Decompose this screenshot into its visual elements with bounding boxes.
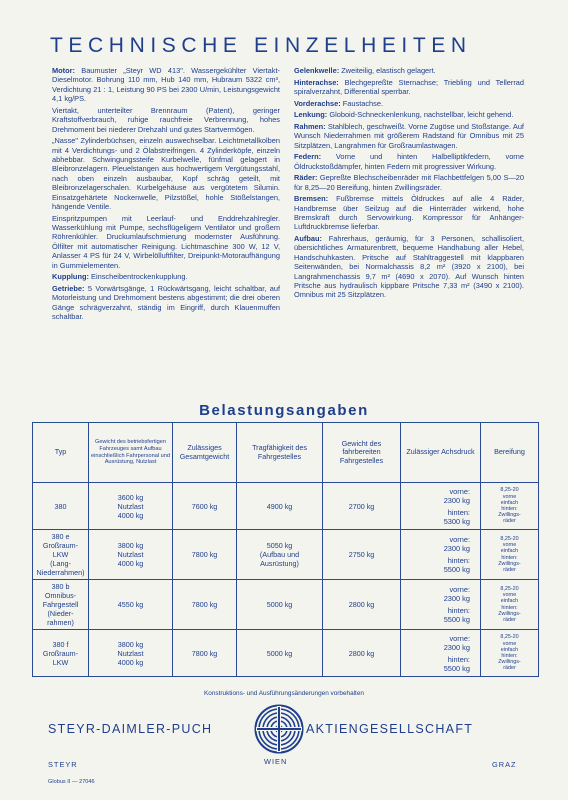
spec-text: Gepreßte Blechscheibenräder mit Flachbettfelgen 5,00 S—20 für 8,25—20 Bereifung, hinten Zwillingsräder. bbox=[294, 173, 524, 192]
spec-paragraph bbox=[294, 234, 524, 300]
spec-paragraph bbox=[52, 272, 280, 281]
spec-paragraph bbox=[52, 66, 280, 104]
steyr-logo-icon bbox=[254, 704, 304, 754]
spec-paragraph bbox=[294, 78, 524, 97]
spec-paragraph bbox=[294, 66, 524, 75]
table-row bbox=[33, 530, 539, 580]
spec-paragraph bbox=[52, 214, 280, 270]
spec-paragraph bbox=[294, 110, 524, 119]
table-row bbox=[33, 483, 539, 530]
header-chassis-weight: Gewicht des fahrbereiten Fahrgestelles bbox=[323, 423, 401, 483]
cell-capacity: 4900 kg bbox=[237, 483, 323, 530]
axle-rear: hinten: 5500 kg bbox=[443, 556, 470, 574]
load-section-title: Belastungsangaben bbox=[199, 402, 369, 419]
cell-capacity: 5000 kg bbox=[237, 580, 323, 630]
cell-weight: 3800 kg Nutzlast 4000 kg bbox=[89, 630, 173, 677]
cell-total-weight: 7800 kg bbox=[173, 630, 237, 677]
city-steyr: STEYR bbox=[48, 760, 78, 769]
axle-front: vorne: 2300 kg bbox=[443, 486, 470, 505]
cell-axle-load bbox=[401, 483, 481, 530]
cell-capacity: 5050 kg (Aufbau und Ausrüstung) bbox=[237, 530, 323, 580]
spec-paragraph bbox=[294, 99, 524, 108]
spec-label: Bremsen: bbox=[294, 194, 329, 204]
spec-text: Vorne und hinten Halbelliptikfedern, vorne Öldruckstoßdämpfer, hinten Federn mit progressiver Wirkung. bbox=[294, 152, 524, 171]
spec-text: Viertakt, unterteilter Brennraum (Patent), geringer Kraftstoffverbrauch, ruhige rauchfreie Verbrennung, hohes Drehmoment bei niederer Drehzahl und gutes Startvermögen. bbox=[52, 105, 280, 134]
header-weight: Gewicht des betriebsfertigen Fahrzeuges samt Aufbau einschließlich Fahrpersonal und Ausrüstung, Nutzlast bbox=[89, 423, 173, 483]
cell-chassis-weight: 2800 kg bbox=[323, 630, 401, 677]
spec-label: Lenkung: bbox=[294, 110, 328, 120]
axle-front: vorne: 2300 kg bbox=[443, 535, 470, 553]
spec-paragraph bbox=[52, 106, 280, 134]
city-wien: WIEN bbox=[264, 757, 288, 766]
spec-text: 5 Vorwärtsgänge, 1 Rückwärtsgang, leicht schaltbar, auf Motorleistung und Drehmoment bestens abgestimmt; die drei oberen Gänge schrägverzahnt, ständig im Eingriff, durch Klauenmuffen schaltbar. bbox=[52, 283, 280, 322]
spec-label: Vorderachse: bbox=[294, 98, 341, 108]
spec-paragraph bbox=[294, 173, 524, 192]
company-name-left: STEYR-DAIMLER-PUCH bbox=[48, 722, 213, 736]
spec-text: „Nasse" Zylinderbüchsen, einzeln auswechselbar. Leichtmetallkolben mit 4 Verdichtungs- und 2 Ölabstreifringen. 4 Zylinderköpfe, einzeln abhebbar. Schwingungssteife Kurbelwelle, fünfmal gelagert in Bleibronzelagern. Pleuelstangen aus hochwertigem Vergütungsstahl, nach oben einzeln ausbaubar, Kopf schräg geteilt, mit Bleibronzelagerschalen. Kurbelgehäuse aus vergütetem Silumin. Einsatzgehärtete Nockenwelle, Pilzstößel, hohle Stößelstangen, hängende Ventile. bbox=[52, 136, 280, 212]
spec-text: Fahrerhaus, geräumig, für 3 Personen, schallisoliert, übersichtliches Armaturenbrett, bequeme Handhabung aller Hebel, Handschuhkasten. Pritsche auf Stahltraggestell mit klappbaren Seitenwänden, bei Normalchassis 8,2 m² (3920 x 2100), bei Langrahmenchassis 9,7 m² (4690 x 2070). Auf Wunsch hinten Pritsche aus hydraulisch kippbare Pritsche 7,33 m² (3490 x 2100). Omnibus mit 25 Sitzplätzen. bbox=[294, 234, 524, 300]
table-header-row bbox=[33, 423, 539, 483]
axle-rear: hinten: 5500 kg bbox=[443, 606, 470, 624]
spec-label: Rahmen: bbox=[294, 121, 326, 131]
spec-paragraph bbox=[294, 152, 524, 171]
cell-tyres: 8,25-20 vorne einfach hinten: Zwillings- räder bbox=[481, 630, 539, 677]
spec-text: Stahlblech, geschweißt. Vorne Zugöse und Stoßstange. Auf Wunsch Niederrahmen mit größerem Radstand für Omnibus mit 25 Sitzplätzen, Langrahmen für Großraumlastwagen. bbox=[294, 121, 524, 150]
cell-chassis-weight: 2800 kg bbox=[323, 580, 401, 630]
city-graz: GRAZ bbox=[492, 760, 517, 769]
spec-text: Globoid-Schneckenlenkung, nachstellbar, leicht gehend. bbox=[329, 110, 514, 120]
spec-column-left bbox=[52, 66, 280, 324]
cell-weight: 3600 kg Nutzlast 4000 kg bbox=[89, 483, 173, 530]
cell-total-weight: 7800 kg bbox=[173, 530, 237, 580]
cell-weight: 4550 kg bbox=[89, 580, 173, 630]
table-row bbox=[33, 630, 539, 677]
spec-text: Fußbremse mittels Öldruckes auf alle 4 Räder, Handbremse über Seilzug auf die Hinterräder wirkend, hohe Bremskraft durch Servowirkung. Kompressor für Anhänger-Luftdruckbremse lieferbar. bbox=[294, 194, 524, 232]
print-reference: Globus II — 27046 bbox=[48, 779, 95, 785]
cell-tyres: 8,25-20 vorne einfach hinten: Zwillings- räder bbox=[481, 530, 539, 580]
spec-text: Einscheibentrockenkupplung. bbox=[91, 272, 188, 282]
spec-label: Kupplung: bbox=[52, 272, 89, 282]
disclaimer-note: Konstruktions- und Ausführungsänderungen vorbehalten bbox=[204, 690, 364, 697]
spec-column-right bbox=[294, 66, 524, 302]
spec-text: Einspritzpumpen mit Leerlauf- und Enddrehzahlregler. Wasserkühlung mit Pumpe, sechsflügeligem Ventilator und großem Röhrenkühler. Druckumlaufschmierung modernster Ausführung. Ölfilter mit automatischer Reinigung. Lichtmaschine 300 W, 12 V, Anlasser 4 PS für 24 V, Wirbelölluftfilter, Dreipunkt-Motoraufhängung in Gummielementen. bbox=[52, 213, 280, 270]
spec-text: Faustachse. bbox=[342, 98, 384, 108]
cell-tyres: 8,25-20 vorne einfach hinten: Zwillings- räder bbox=[481, 483, 539, 530]
cell-weight: 3800 kg Nutzlast 4000 kg bbox=[89, 530, 173, 580]
company-name-right: AKTIENGESELLSCHAFT bbox=[306, 722, 474, 736]
spec-label: Motor: bbox=[52, 66, 75, 75]
spec-label: Aufbau: bbox=[294, 234, 322, 243]
cell-typ: 380 f Großraum- LKW bbox=[33, 630, 89, 677]
spec-label: Räder: bbox=[294, 173, 318, 183]
cell-capacity: 5000 kg bbox=[237, 630, 323, 677]
spec-label: Federn: bbox=[294, 152, 322, 162]
header-capacity: Tragfähigkeit des Fahrgestelles bbox=[237, 423, 323, 483]
cell-total-weight: 7600 kg bbox=[173, 483, 237, 530]
page-title: TECHNISCHE EINZELHEITEN bbox=[50, 34, 472, 57]
cell-axle-load bbox=[401, 580, 481, 630]
spec-label: Getriebe: bbox=[52, 283, 85, 293]
spec-text: Blechgepreßte Sternachse; Triebling und Tellerrad spiralverzahnt, Differential sperrbar. bbox=[294, 77, 524, 96]
cell-typ: 380 b Omnibus- Fahrgestell (Nieder- rahmen) bbox=[33, 580, 89, 630]
header-tyres: Bereifung bbox=[481, 423, 539, 483]
header-total-weight: Zulässiges Gesamtgewicht bbox=[173, 423, 237, 483]
load-table bbox=[32, 422, 539, 677]
spec-label: Gelenkwelle: bbox=[294, 66, 340, 75]
cell-axle-load bbox=[401, 530, 481, 580]
cell-axle-load bbox=[401, 630, 481, 677]
spec-paragraph bbox=[52, 136, 280, 211]
header-axle-load: Zulässiger Achsdruck bbox=[401, 423, 481, 483]
cell-total-weight: 7800 kg bbox=[173, 580, 237, 630]
table-row bbox=[33, 580, 539, 630]
spec-paragraph bbox=[52, 284, 280, 322]
header-typ: Typ bbox=[33, 423, 89, 483]
spec-label: Hinterachse: bbox=[294, 77, 339, 87]
axle-rear: hinten: 5300 kg bbox=[443, 507, 470, 526]
spec-paragraph bbox=[294, 122, 524, 150]
cell-tyres: 8,25-20 vorne einfach hinten: Zwillings- räder bbox=[481, 580, 539, 630]
spec-text: Baumuster „Steyr WD 413". Wassergekühlter Viertakt-Dieselmotor. Bohrung 110 mm, Hub 140 mm, Hubraum 5322 cm³, Verdichtung 21 : 1, Leistung 90 PS bei 2300 U/min, Leistungsgewicht 4,1 kg/PS. bbox=[52, 66, 280, 104]
cell-chassis-weight: 2700 kg bbox=[323, 483, 401, 530]
spec-text: Zweiteilig, elastisch gelagert. bbox=[341, 66, 436, 75]
cell-typ: 380 e Großraum- LKW (Lang- Niederrahmen) bbox=[33, 530, 89, 580]
axle-rear: hinten: 5500 kg bbox=[443, 654, 470, 673]
axle-front: vorne: 2300 kg bbox=[443, 633, 470, 652]
spec-paragraph bbox=[294, 194, 524, 232]
cell-chassis-weight: 2750 kg bbox=[323, 530, 401, 580]
cell-typ: 380 bbox=[33, 483, 89, 530]
axle-front: vorne: 2300 kg bbox=[443, 585, 470, 603]
